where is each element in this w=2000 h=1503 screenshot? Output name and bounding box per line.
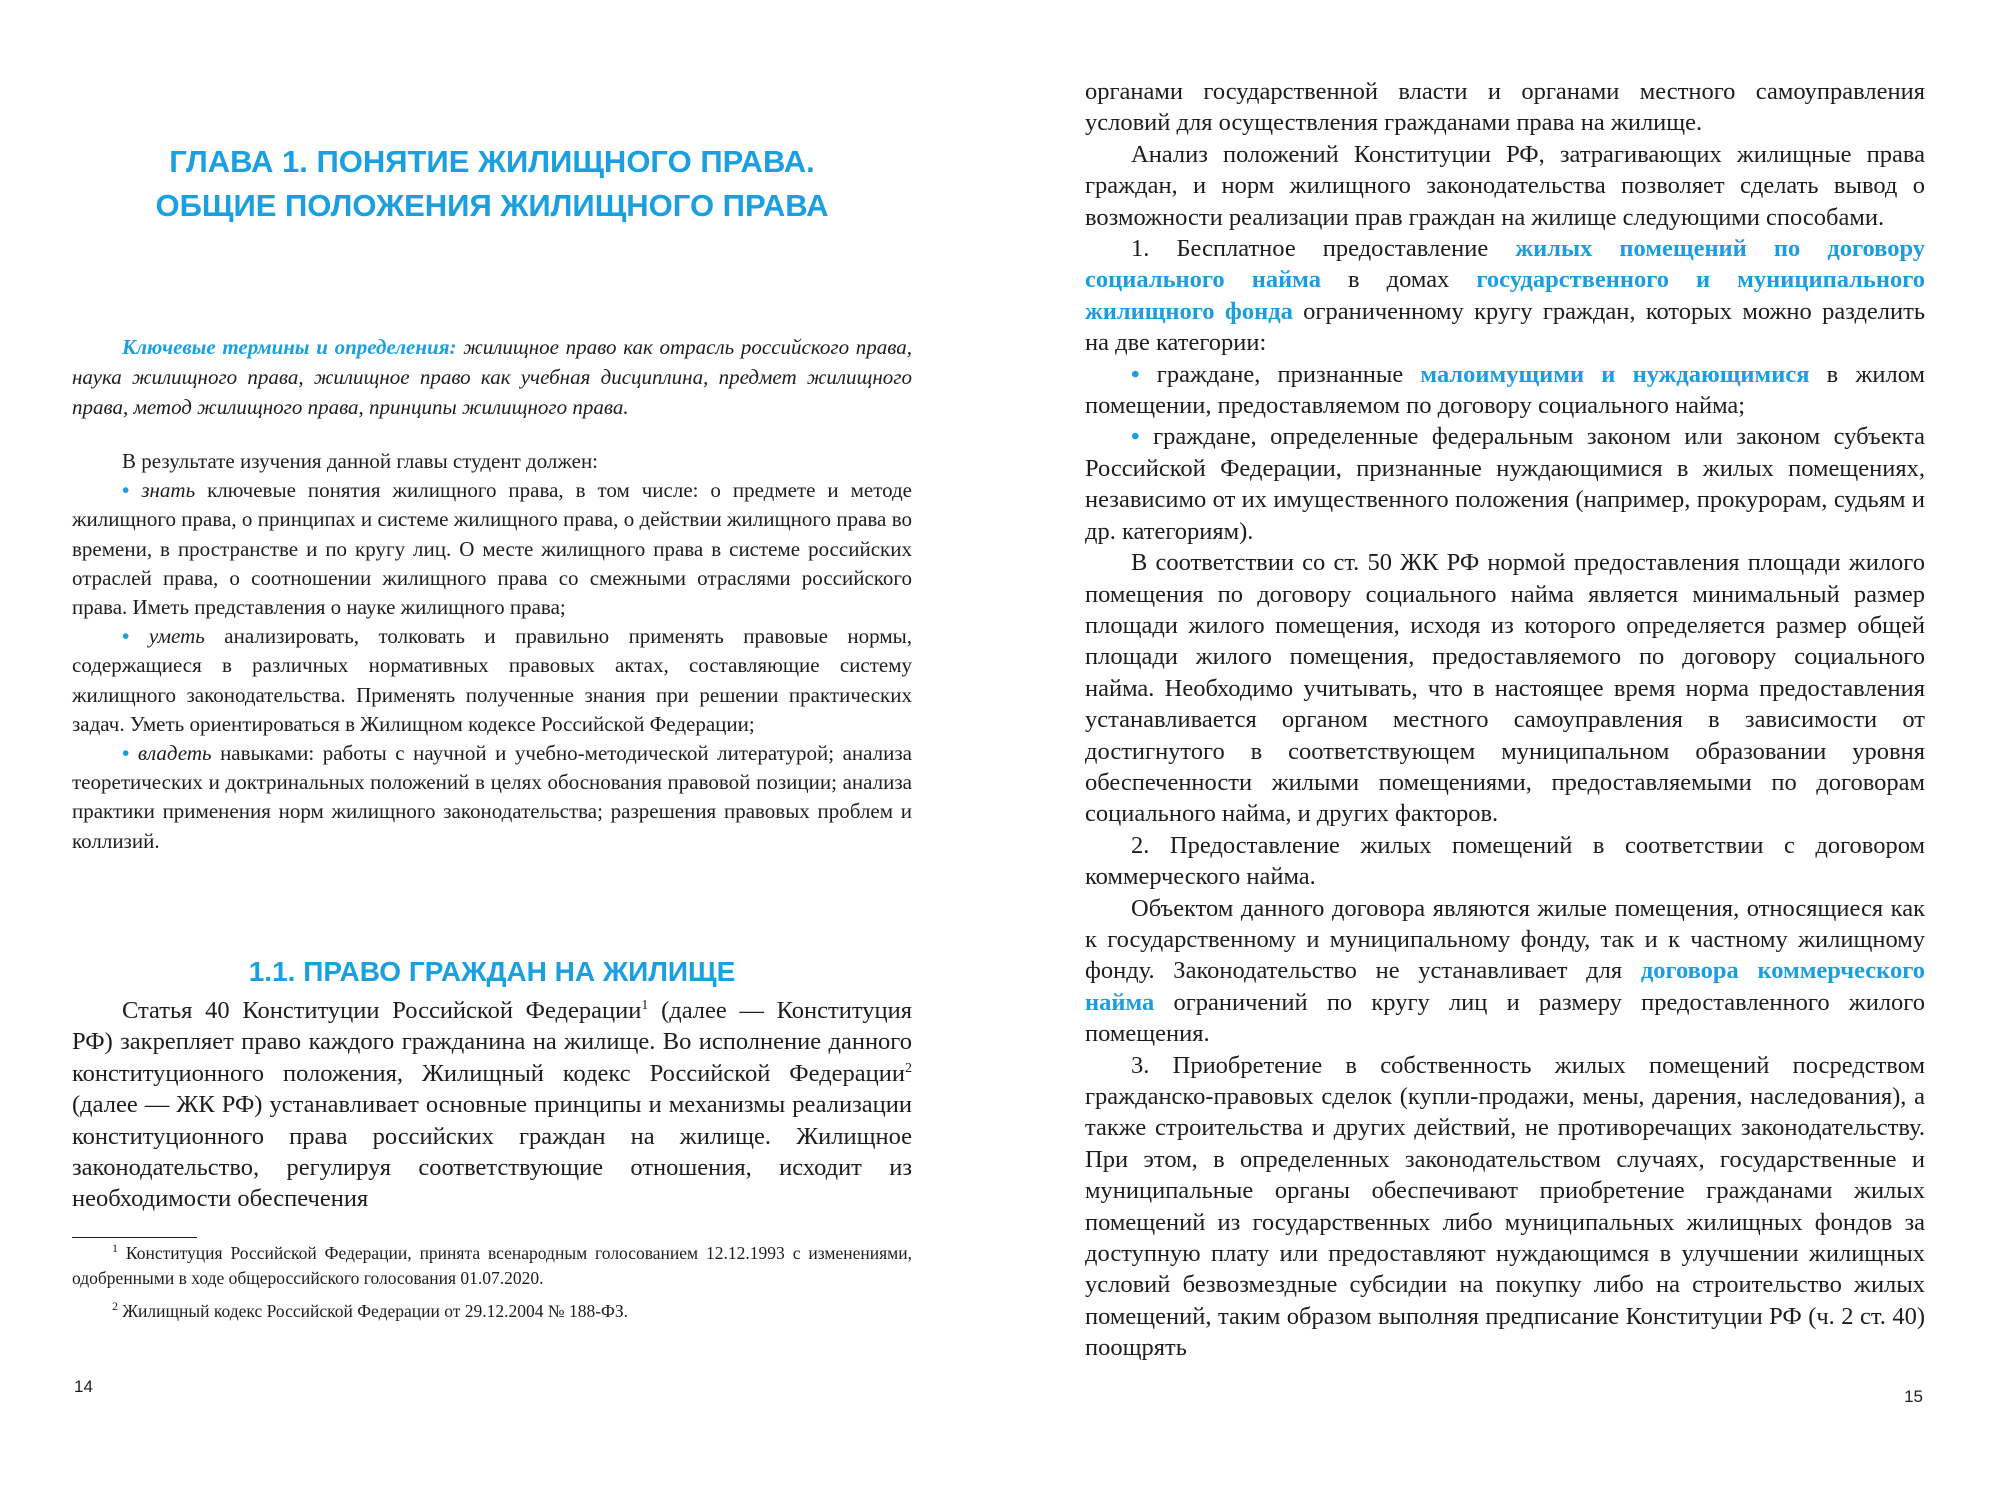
paragraph-4: В соответствии со ст. 50 ЖК РФ нормой предоставления площади жилого помещения по договору социального найма является минимальный размер площади жилого помещения, исходя из которого определяется размер общей площади жилого помещения, предоставляемого по договору социального найма. Необходимо учитывать, что в настоящее время норма предоставления устанавливается органом местного самоуправления в зависимости от достигнутого в соответствующем муниципальном образовании уровня обеспеченности жилыми помещениями, предоставляемыми по договорам социального найма, и других факторов. bbox=[1085, 549, 1925, 828]
goal-skill bbox=[72, 739, 912, 856]
bullet-icon: • bbox=[1131, 423, 1140, 451]
section-title: 1.1. ПРАВО ГРАЖДАН НА ЖИЛИЩЕ bbox=[248, 956, 736, 987]
body-part2: (далее — Конституция РФ) закрепляет право каждого гражданина на жилище. Во исполнение данного конституционного положения, Жилищный кодекс Российской Федерации bbox=[72, 997, 912, 1087]
learning-goals bbox=[72, 447, 912, 856]
right-body bbox=[1085, 76, 1925, 1364]
footnote-1-text: Конституция Российской Федерации, принята всенародным голосованием 12.12.1993 с изменениями, одобренными в ходе общероссийского голосования 01.07.2020. bbox=[72, 1243, 912, 1288]
footnotes bbox=[72, 1241, 912, 1332]
p6-a: Объектом данного договора являются жилые помещения, относящиеся как к государственному и муниципальному фонду, так и к частному жилищному фонду. Законодательство не устанавливает для bbox=[1085, 894, 1925, 985]
b1-b: в жилом помещении, предоставляемом по договору социального найма; bbox=[1085, 360, 1925, 420]
footnote-2-num: 2 bbox=[112, 1299, 118, 1313]
body-part1: Статья 40 Конституции Российской Федерации bbox=[122, 997, 642, 1024]
term-state-fund: государственного и муниципального жилищного фонда bbox=[1085, 266, 1925, 325]
key-terms bbox=[72, 332, 912, 422]
paragraph-6 bbox=[1085, 893, 1925, 1050]
paragraph-1: органами государственной власти и органами местного самоуправления условий для осуществления гражданами права на жилище. bbox=[1085, 78, 1925, 137]
section-body bbox=[72, 995, 912, 1215]
footnote-1-num: 1 bbox=[112, 1241, 118, 1255]
paragraph-7: 3. Приобретение в собственность жилых помещений посредством гражданско-правовых сделок (купли-продажи, мены, дарения, наследования), а также строительства и других действий, не противоречащих законодательству. При этом, в определенных законодательством случаях, государственные и муниципальные органы обеспечивают приобретение гражданами жилых помещений из государственных либо муниципальных жилищных фондов за доступную плату или предоставляют нуждающимся в улучшении жилищных условий безвозмездные субсидии на покупку либо на строительство жилых помещений, таким образом выполняя предписание Конституции РФ (ч. 2 ст. 40) поощрять bbox=[1085, 1051, 1925, 1362]
footnote-divider bbox=[72, 1237, 197, 1238]
footnote-ref-2[interactable]: 2 bbox=[905, 1060, 912, 1076]
goal-can-label: уметь bbox=[148, 624, 205, 649]
footnote-1 bbox=[72, 1241, 912, 1291]
key-terms-text: жилищное право как отрасль российского права, наука жилищного права, жилищное право как учебная дисциплина, предмет жилищного права, метод жилищного права, принципы жилищного права. bbox=[72, 335, 912, 419]
goal-know-label: знать bbox=[141, 478, 196, 503]
footnote-2-text: Жилищный кодекс Российской Федерации от 29.12.2004 № 188-ФЗ. bbox=[118, 1301, 629, 1321]
right-page bbox=[1085, 0, 1925, 1503]
b1-a: граждане, признанные bbox=[1139, 360, 1421, 388]
paragraph-2: Анализ положений Конституции РФ, затрагивающих жилищные права граждан, и норм жилищного законодательства позволяет сделать вывод о возможности реализации прав граждан на жилище следующими способами. bbox=[1085, 140, 1925, 231]
bullet-icon: • bbox=[122, 624, 130, 649]
left-page bbox=[72, 0, 912, 1503]
body-paragraph bbox=[72, 995, 912, 1215]
goal-skill-label: владеть bbox=[137, 741, 212, 766]
page-number-left: 14 bbox=[74, 1377, 93, 1396]
term-low-income: малоимущими и нуждающимися bbox=[1420, 360, 1810, 388]
goal-know-text: ключевые понятия жилищного права, в том числе: о предмете и методе жилищного права, о принципах и системе жилищного права, о действии жилищного права во времени, в пространстве и по кругу лиц. О месте жилищного права в системе российских отраслей права, о соотношении жилищного права со смежными отраслями российского права. Иметь представления о науке жилищного права; bbox=[72, 478, 912, 620]
goal-know bbox=[72, 476, 912, 622]
bullet-item-1 bbox=[1085, 359, 1925, 422]
goal-skill-text: навыками: работы с научной и учебно-методической литературой; анализа теоретических и доктринальных положений в целях обоснования правовой позиции; анализа практики применения норм жилищного законодательства; разрешения правовых проблем и коллизий. bbox=[72, 741, 912, 853]
paragraph-3 bbox=[1085, 233, 1925, 359]
goal-can-text: анализировать, толковать и правильно применять правовые нормы, содержащиеся в различных нормативных правовых актах, составляющие систему жилищного законодательства. Применять полученные знания при решении практических задач. Уметь ориентироваться в Жилищном кодексе Российской Федерации; bbox=[72, 624, 912, 736]
bullet-icon: • bbox=[122, 741, 130, 766]
body-part3: (далее — ЖК РФ) устанавливает основные принципы и механизмы реализации конституционного права российских граждан на жилище. Жилищное законодательство, регулируя соответствующие отношения, исходит из необходимости обеспечения bbox=[72, 1091, 912, 1213]
page-number-right: 15 bbox=[1904, 1387, 1923, 1406]
chapter-title-line2: ОБЩИЕ ПОЛОЖЕНИЯ ЖИЛИЩНОГО ПРАВА bbox=[155, 188, 829, 223]
term-social-rent: жилых помещений по договору социального найма bbox=[1085, 235, 1925, 294]
chapter-title-line1: ГЛАВА 1. ПОНЯТИЕ ЖИЛИЩНОГО ПРАВА. bbox=[169, 144, 815, 179]
chapter-title bbox=[72, 140, 912, 228]
p3-a: 1. Бесплатное предоставление bbox=[1131, 235, 1516, 263]
bullet-icon: • bbox=[122, 478, 130, 503]
footnote-2 bbox=[72, 1299, 912, 1324]
footnote-ref-1[interactable]: 1 bbox=[641, 998, 649, 1013]
goal-can bbox=[72, 622, 912, 739]
key-terms-label: Ключевые термины и определения: bbox=[122, 335, 457, 359]
b2: граждане, определенные федеральным законом или законом субъекта Российской Федерации, признанные нуждающимися в жилых помещениях, независимо от их имущественного положения (например, прокурорам, судьям и др. категориям). bbox=[1085, 423, 1925, 545]
p3-b: в домах bbox=[1320, 266, 1477, 294]
term-commercial-rent: договора коммерческого найма bbox=[1085, 957, 1925, 1016]
goals-intro: В результате изучения данной главы студент должен: bbox=[122, 449, 599, 473]
bullet-item-2 bbox=[1085, 421, 1925, 547]
bullet-icon: • bbox=[1131, 360, 1140, 388]
paragraph-5: 2. Предоставление жилых помещений в соответствии с договором коммерческого найма. bbox=[1085, 831, 1925, 891]
p6-b: ограничений по кругу лиц и размеру предоставленного жилого помещения. bbox=[1085, 988, 1925, 1048]
p3-c: ограниченному кругу граждан, которых можно разделить на две категории: bbox=[1085, 297, 1926, 357]
